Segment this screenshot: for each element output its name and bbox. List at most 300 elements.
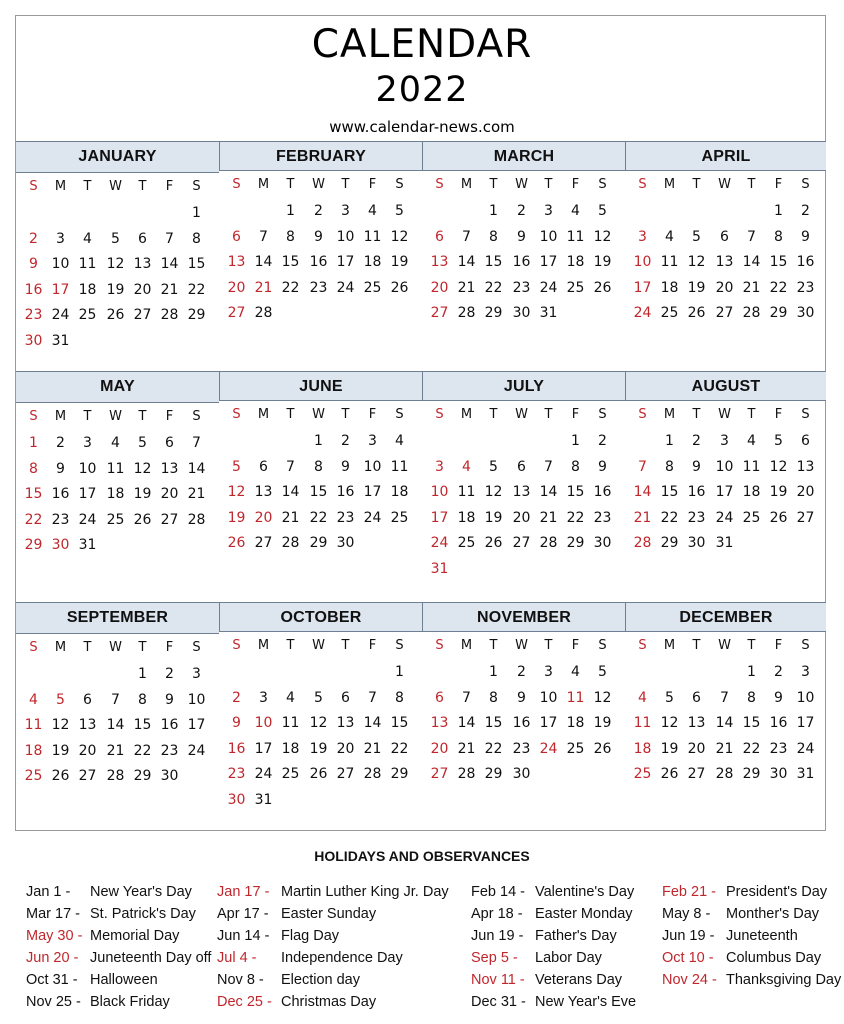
day-cell: 2 [598, 433, 607, 449]
day-cell: 2 [341, 433, 350, 449]
day-cell: 27 [512, 535, 531, 551]
day-cell: 1 [571, 433, 580, 449]
day-cell: 23 [51, 511, 70, 528]
weekday-label: M [460, 177, 473, 192]
month-header: APRIL [625, 141, 826, 171]
day-cell: 10 [715, 458, 734, 475]
day-cell: 25 [457, 535, 476, 551]
holiday-column [662, 881, 841, 991]
day-cell: 14 [539, 484, 558, 500]
day-cell: 10 [78, 460, 97, 477]
day-cell: 11 [566, 228, 585, 245]
holiday-row [471, 947, 636, 969]
day-cell: 23 [309, 279, 328, 296]
day-cell: 15 [309, 484, 328, 500]
day-cell: 23 [512, 740, 531, 757]
month-november [422, 602, 625, 812]
day-cell: 6 [341, 689, 350, 706]
day-cell: 7 [544, 458, 553, 475]
weekday-label: M [54, 640, 67, 655]
weekday-label: F [165, 640, 174, 655]
weekday-label: S [29, 179, 38, 194]
day-cell: 5 [138, 435, 147, 451]
day-cell: 25 [106, 511, 125, 528]
day-cell: 11 [78, 256, 97, 272]
day-cell: 9 [801, 228, 810, 245]
weekday-label: M [54, 409, 67, 424]
month-header: NOVEMBER [422, 602, 625, 632]
day-cell: 28 [187, 511, 206, 528]
holiday-name: Independence Day [281, 950, 403, 966]
holidays-title: HOLIDAYS AND OBSERVANCES [314, 848, 530, 864]
day-cell: 13 [160, 460, 179, 477]
day-cell: 24 [78, 511, 97, 528]
day-cell: 28 [715, 766, 734, 782]
month-april [625, 141, 826, 351]
weekday-label: F [571, 638, 580, 653]
month-february [219, 141, 422, 351]
day-cell: 29 [484, 766, 503, 782]
day-cell: 30 [687, 535, 706, 551]
day-cell: 9 [165, 691, 174, 708]
day-cell: 2 [801, 203, 810, 219]
day-cell: 17 [363, 484, 382, 500]
holiday-row [662, 947, 841, 969]
day-cell: 6 [165, 435, 174, 451]
day-cell: 16 [51, 486, 70, 502]
weekday-label: T [692, 638, 701, 653]
day-cell: 2 [165, 666, 174, 682]
day-cell: 28 [539, 535, 558, 551]
month-header: OCTOBER [219, 602, 422, 632]
day-cell: 7 [720, 689, 729, 706]
day-cell: 9 [29, 256, 38, 272]
day-cell: 1 [395, 664, 404, 680]
day-cell: 25 [78, 307, 97, 323]
weekday-label: T [138, 409, 147, 424]
holiday-row [662, 881, 841, 903]
day-cell: 30 [336, 535, 355, 551]
day-cell: 30 [769, 766, 788, 782]
day-cell: 1 [138, 666, 147, 682]
holiday-name: Juneteenth Day off [90, 950, 212, 966]
day-cell: 23 [24, 307, 43, 323]
day-cell: 18 [24, 742, 43, 759]
day-cell: 12 [687, 254, 706, 270]
day-cell: 3 [192, 666, 201, 682]
holiday-row [26, 881, 211, 903]
day-cell: 29 [742, 766, 761, 782]
day-cell: 15 [769, 254, 788, 270]
holiday-name: Black Friday [90, 994, 170, 1010]
day-cell: 6 [801, 433, 810, 449]
month-march [422, 141, 625, 351]
day-cell: 11 [457, 484, 476, 500]
holiday-date: Apr 17 - [217, 906, 269, 922]
day-grid [16, 634, 219, 814]
weekday-label: W [515, 177, 528, 192]
day-cell: 7 [259, 228, 268, 245]
day-cell: 13 [227, 254, 246, 270]
day-cell: 25 [566, 279, 585, 296]
day-cell: 24 [715, 509, 734, 526]
day-cell: 23 [336, 509, 355, 526]
day-cell: 20 [715, 279, 734, 296]
day-cell: 3 [259, 689, 268, 706]
day-cell: 1 [29, 435, 38, 451]
day-cell: 17 [430, 509, 449, 526]
holiday-date: Nov 8 - [217, 972, 264, 988]
day-cell: 4 [638, 689, 647, 706]
day-cell: 7 [286, 458, 295, 475]
day-cell: 13 [133, 256, 152, 272]
day-cell: 28 [457, 305, 476, 321]
day-cell: 24 [187, 742, 206, 759]
holiday-name: Veterans Day [535, 972, 623, 988]
day-cell: 3 [544, 664, 553, 680]
holiday-date: Jun 19 - [471, 928, 524, 944]
day-cell: 27 [78, 768, 97, 784]
day-cell: 31 [796, 766, 815, 782]
day-cell: 2 [29, 230, 38, 247]
holiday-date: Jun 20 - [26, 950, 79, 966]
day-cell: 26 [484, 535, 503, 551]
holiday-name: Monther's Day [726, 906, 820, 922]
holiday-name: Thanksgiving Day [726, 972, 842, 988]
day-cell: 27 [430, 766, 449, 782]
day-cell: 29 [484, 305, 503, 321]
day-cell: 31 [78, 537, 97, 553]
day-cell: 5 [56, 691, 65, 708]
day-cell: 28 [363, 766, 382, 782]
holiday-name: St. Patrick's Day [90, 906, 196, 922]
holiday-row [471, 969, 636, 991]
holiday-date: Oct 10 - [662, 950, 714, 966]
day-cell: 9 [56, 460, 65, 477]
day-cell: 5 [314, 689, 323, 706]
day-cell: 20 [687, 740, 706, 757]
day-cell: 23 [796, 279, 815, 296]
holiday-row [662, 969, 841, 991]
day-cell: 29 [133, 768, 152, 784]
weekday-label: S [598, 407, 607, 422]
weekday-label: M [54, 179, 67, 194]
holiday-name: Labor Day [535, 950, 602, 966]
day-cell: 16 [593, 484, 612, 500]
day-cell: 8 [571, 458, 580, 475]
weekday-label: M [257, 177, 270, 192]
day-cell: 20 [78, 742, 97, 759]
day-cell: 17 [78, 486, 97, 502]
holiday-date: Oct 31 - [26, 972, 78, 988]
day-cell: 3 [435, 458, 444, 475]
day-cell: 1 [489, 203, 498, 219]
day-cell: 29 [660, 535, 679, 551]
weekday-label: T [138, 179, 147, 194]
day-cell: 4 [665, 228, 674, 245]
day-cell: 16 [24, 281, 43, 298]
day-cell: 30 [512, 766, 531, 782]
day-cell: 9 [598, 458, 607, 475]
day-cell: 6 [692, 689, 701, 706]
holiday-date: Sep 5 - [471, 950, 518, 966]
weekday-label: T [341, 177, 350, 192]
day-cell: 16 [309, 254, 328, 270]
day-cell: 12 [309, 715, 328, 731]
day-cell: 7 [638, 458, 647, 475]
day-cell: 5 [232, 458, 241, 475]
day-cell: 16 [336, 484, 355, 500]
day-cell: 8 [29, 460, 38, 477]
day-cell: 9 [692, 458, 701, 475]
day-cell: 11 [742, 458, 761, 475]
day-cell: 13 [796, 458, 815, 475]
day-grid [625, 401, 826, 581]
day-cell: 1 [192, 205, 201, 221]
day-cell: 16 [160, 717, 179, 733]
day-cell: 3 [368, 433, 377, 449]
day-cell: 8 [747, 689, 756, 706]
weekday-label: M [663, 638, 676, 653]
weekday-label: T [489, 638, 498, 653]
weekday-label: T [747, 638, 756, 653]
day-cell: 21 [539, 509, 558, 526]
month-header: JANUARY [16, 141, 219, 173]
weekday-label: T [286, 177, 295, 192]
weekday-label: W [515, 407, 528, 422]
day-cell: 29 [24, 537, 43, 553]
day-cell: 15 [484, 254, 503, 270]
day-cell: 26 [593, 740, 612, 757]
day-cell: 7 [747, 228, 756, 245]
day-cell: 17 [633, 279, 652, 296]
holiday-date: May 30 - [26, 928, 83, 944]
day-cell: 11 [363, 228, 382, 245]
day-cell: 18 [660, 279, 679, 296]
day-cell: 2 [314, 203, 323, 219]
day-cell: 10 [539, 228, 558, 245]
holiday-name: Father's Day [535, 928, 617, 944]
day-cell: 19 [133, 486, 152, 502]
weekday-label: S [395, 177, 404, 192]
day-cell: 1 [665, 433, 674, 449]
weekday-label: W [109, 179, 122, 194]
holiday-date: Jan 1 - [26, 884, 71, 900]
day-cell: 9 [232, 715, 241, 731]
day-cell: 20 [254, 509, 273, 526]
day-cell: 10 [254, 715, 273, 731]
day-cell: 29 [390, 766, 409, 782]
holiday-row [471, 903, 636, 925]
website-url: www.calendar-news.com [329, 118, 515, 136]
day-cell: 11 [281, 715, 300, 731]
weekday-label: F [571, 407, 580, 422]
weekday-label: W [718, 638, 731, 653]
weekday-label: S [638, 638, 647, 653]
weekday-label: M [460, 407, 473, 422]
day-cell: 5 [692, 228, 701, 245]
day-cell: 13 [336, 715, 355, 731]
day-grid [625, 171, 826, 351]
weekday-label: S [598, 638, 607, 653]
holiday-row [217, 969, 449, 991]
month-header: MARCH [422, 141, 625, 171]
day-cell: 13 [512, 484, 531, 500]
day-cell: 21 [281, 509, 300, 526]
day-cell: 24 [430, 535, 449, 551]
weekday-label: T [747, 407, 756, 422]
day-cell: 19 [309, 740, 328, 757]
day-cell: 19 [593, 715, 612, 731]
day-cell: 19 [484, 509, 503, 526]
day-cell: 15 [566, 484, 585, 500]
weekday-label: W [515, 638, 528, 653]
day-cell: 3 [83, 435, 92, 451]
holiday-row [471, 925, 636, 947]
weekday-label: M [460, 638, 473, 653]
holiday-date: Dec 31 - [471, 994, 526, 1010]
holiday-row [217, 903, 449, 925]
weekday-label: S [638, 407, 647, 422]
weekday-label: T [544, 177, 553, 192]
day-cell: 11 [106, 460, 125, 477]
holiday-name: Election day [281, 972, 360, 988]
day-cell: 20 [512, 509, 531, 526]
day-cell: 5 [395, 203, 404, 219]
month-header: DECEMBER [625, 602, 826, 632]
holiday-date: Nov 24 - [662, 972, 717, 988]
day-cell: 17 [796, 715, 815, 731]
day-cell: 6 [232, 228, 241, 245]
day-cell: 22 [187, 281, 206, 298]
day-cell: 5 [598, 203, 607, 219]
month-september [16, 602, 219, 814]
day-cell: 25 [660, 305, 679, 321]
weekday-label: T [83, 409, 92, 424]
holiday-name: Flag Day [281, 928, 340, 944]
holiday-row [662, 925, 841, 947]
day-cell: 14 [187, 460, 206, 477]
holiday-column [26, 881, 211, 1013]
day-cell: 15 [133, 717, 152, 733]
weekday-label: T [83, 179, 92, 194]
day-cell: 23 [160, 742, 179, 759]
day-cell: 26 [769, 509, 788, 526]
day-cell: 21 [742, 279, 761, 296]
day-cell: 27 [227, 305, 246, 321]
month-header: FEBRUARY [219, 141, 422, 171]
weekday-label: S [395, 407, 404, 422]
day-cell: 16 [796, 254, 815, 270]
day-cell: 16 [512, 254, 531, 270]
holiday-row [26, 991, 211, 1013]
holiday-name: Juneteenth [726, 928, 798, 944]
day-cell: 24 [539, 279, 558, 296]
day-cell: 22 [390, 740, 409, 757]
day-cell: 23 [687, 509, 706, 526]
month-june [219, 371, 422, 581]
day-cell: 10 [539, 689, 558, 706]
day-cell: 21 [160, 281, 179, 298]
day-cell: 28 [742, 305, 761, 321]
holiday-date: Jun 14 - [217, 928, 270, 944]
day-cell: 15 [187, 256, 206, 272]
weekday-label: T [286, 407, 295, 422]
holiday-row [217, 881, 449, 903]
weekday-label: S [232, 638, 241, 653]
day-cell: 13 [687, 715, 706, 731]
weekday-label: W [312, 638, 325, 653]
day-cell: 13 [430, 715, 449, 731]
day-cell: 1 [747, 664, 756, 680]
weekday-label: F [368, 177, 377, 192]
holiday-name: Easter Sunday [281, 906, 377, 922]
day-cell: 17 [539, 254, 558, 270]
day-cell: 26 [593, 279, 612, 296]
day-cell: 12 [133, 460, 152, 477]
weekday-label: S [435, 638, 444, 653]
weekday-label: T [341, 638, 350, 653]
day-cell: 8 [138, 691, 147, 708]
holiday-name: Martin Luther King Jr. Day [281, 884, 449, 900]
day-cell: 19 [769, 484, 788, 500]
weekday-label: S [801, 407, 810, 422]
day-cell: 30 [51, 537, 70, 553]
day-cell: 13 [715, 254, 734, 270]
day-cell: 26 [51, 768, 70, 784]
weekday-label: T [489, 407, 498, 422]
day-cell: 10 [363, 458, 382, 475]
day-grid [16, 403, 219, 583]
holiday-row [471, 991, 636, 1013]
day-cell: 29 [566, 535, 585, 551]
weekday-label: S [192, 409, 201, 424]
day-grid [219, 171, 422, 351]
day-cell: 10 [430, 484, 449, 500]
day-cell: 26 [687, 305, 706, 321]
holiday-row [26, 925, 211, 947]
day-cell: 5 [665, 689, 674, 706]
day-cell: 21 [457, 279, 476, 296]
day-cell: 11 [24, 717, 43, 733]
day-cell: 19 [106, 281, 125, 298]
day-cell: 19 [687, 279, 706, 296]
day-cell: 19 [593, 254, 612, 270]
day-cell: 16 [687, 484, 706, 500]
month-january [16, 141, 219, 353]
day-cell: 27 [796, 509, 815, 526]
holiday-name: Halloween [90, 972, 158, 988]
holiday-row [217, 947, 449, 969]
day-cell: 19 [227, 509, 246, 526]
day-cell: 27 [133, 307, 152, 323]
day-cell: 28 [106, 768, 125, 784]
holiday-row [217, 925, 449, 947]
weekday-label: T [544, 638, 553, 653]
day-cell: 15 [390, 715, 409, 731]
day-cell: 28 [633, 535, 652, 551]
weekday-label: W [718, 407, 731, 422]
day-cell: 20 [160, 486, 179, 502]
day-cell: 20 [796, 484, 815, 500]
day-cell: 14 [457, 254, 476, 270]
day-cell: 7 [462, 689, 471, 706]
day-cell: 20 [227, 279, 246, 296]
day-cell: 20 [430, 740, 449, 757]
day-cell: 31 [539, 305, 558, 321]
holiday-date: Jun 19 - [662, 928, 715, 944]
day-cell: 16 [227, 740, 246, 757]
